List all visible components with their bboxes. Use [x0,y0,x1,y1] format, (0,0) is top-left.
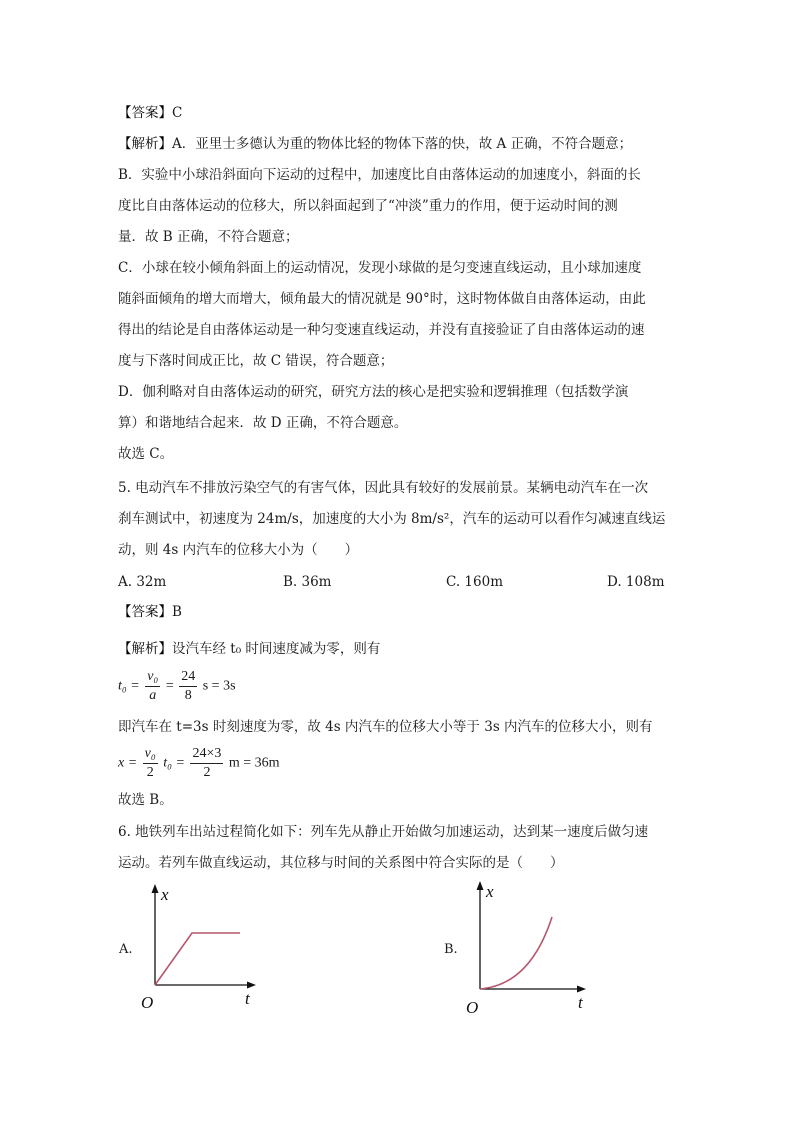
eq2-den2: 2 [203,765,211,780]
q4-conclusion: 故选 C。 [118,446,174,462]
graph-a-xlabel: t [245,989,250,1008]
eq2-num1: v₀ [143,745,158,764]
q4-analysis-line-6: 得出的结论是自由落体运动是一种匀变速直线运动，并没有直接验证了自由落体运动的速 [118,322,645,338]
graph-a-y-arrow [152,884,159,893]
eq1-frac2 [179,668,197,705]
q4-analysis-line-8: D．伽利略对自由落体运动的研究，研究方法的核心是把实验和逻辑推理（包括数学演 [118,384,629,400]
q4-analysis-line-9: 算）和谐地结合起来．故 D 正确，不符合题意。 [118,415,408,431]
graph-b-option: B. [444,942,458,957]
q5-option-c: C. 160m [446,574,503,590]
q4-analysis-line-5: 随斜面倾角的增大而增大，倾角最大的情况就是 90°时，这时物体做自由落体运动，由此 [118,291,646,307]
q5-stem-line-2: 动，则 4s 内汽车的位移大小为（ ） [118,542,359,558]
analysis-text: A．亚里士多德认为重的物体比轻的物体下落的快，故 A 正确，不符合题意； [172,136,633,152]
q4-analysis-line-2: 度比自由落体运动的位移大，所以斜面起到了“冲淡”重力的作用，便于运动时间的测 [118,198,618,214]
analysis-text: 设汽车经 t₀ 时间速度减为零，则有 [172,641,381,657]
answer-tag: 【答案】 [118,604,172,620]
equation-x [118,745,280,782]
eq2-rhs: m = 36m [228,755,280,771]
graph-b-curve [480,917,552,989]
analysis-tag: 【解析】 [118,641,172,657]
graph-b [460,877,595,1019]
eq1-frac1 [145,668,160,705]
q5-option-d: D. 108m [607,574,665,590]
q5-answer [118,602,688,622]
answer-tag: 【答案】 [118,105,172,121]
eq2-frac2 [190,745,223,782]
eq2-frac1 [143,745,158,782]
eq2-lhs: x = [118,755,138,771]
graph-a-origin: O [141,993,154,1012]
q5-stem-line-0: 5. 电动汽车不排放污染空气的有害气体，因此具有较好的发展前景。某辆电动汽车在一次 [118,480,649,496]
equation-t0 [118,668,236,705]
eq1-rhs: s = 3s [202,678,236,694]
graph-a-ylabel: x [161,885,169,904]
q6-stem-line-0: 6. 地铁列车出站过程简化如下：列车先从静止开始做匀加速运动，达到某一速度后做匀速 [118,824,649,840]
q4-answer [118,103,688,123]
q4-analysis-line-1: B．实验中小球沿斜面向下运动的过程中，加速度比自由落体运动的加速度小，斜面的长 [118,167,641,183]
graph-a-option: A. [119,942,133,957]
answer-value: B [172,604,182,620]
eq2-mid: t₀ = [163,755,185,771]
q5-conclusion: 故选 B。 [118,792,173,808]
graph-b-y-arrow [477,881,484,890]
q4-analysis-line-7: 度与下落时间成正比，故 C 错误，符合题意； [118,353,394,369]
analysis-tag: 【解析】 [118,136,172,152]
q5-stem-line-1: 刹车测试中，初速度为 24m/s，加速度的大小为 8m/s²，汽车的运动可以看作匀减速直线运 [118,511,666,527]
q4-analysis-line-4: C．小球在较小倾角斜面上的运动情况，发现小球做的是匀变速直线运动，且小球加速度 [118,260,642,276]
eq1-num1: v₀ [145,668,160,687]
eq1-den2: 8 [184,688,192,703]
graph-b-ylabel: x [486,882,494,901]
q5-mid-line: 即汽车在 t=3s 时刻速度为零，故 4s 内汽车的位移大小等于 3s 内汽车的位移大小，则有 [118,719,653,735]
graph-a-curve [155,933,240,985]
q6-stem-line-1: 运动。若列车做直线运动，其位移与时间的关系图中符合实际的是（ ） [118,855,564,871]
q5-option-a: A. 32m [118,574,167,590]
q4-analysis-line-3: 量．故 B 正确，不符合题意； [118,229,299,245]
graph-b-xlabel: t [578,993,583,1012]
eq1-den1: a [149,688,157,703]
eq1-lhs: t₀ = [118,678,140,694]
eq1-eq: = [165,678,174,694]
graph-b-x-arrow [577,986,586,993]
q5-analysis-intro [118,639,688,659]
graph-b-origin: O [466,998,479,1017]
graph-a-x-arrow [247,982,256,989]
answer-value: C [172,105,183,121]
graph-a [135,880,265,1015]
eq2-num2: 24×3 [190,745,223,764]
eq2-den1: 2 [146,765,154,780]
q4-analysis-line-0 [118,134,688,154]
eq1-num2: 24 [179,668,197,687]
q5-option-b: B. 36m [283,574,332,590]
